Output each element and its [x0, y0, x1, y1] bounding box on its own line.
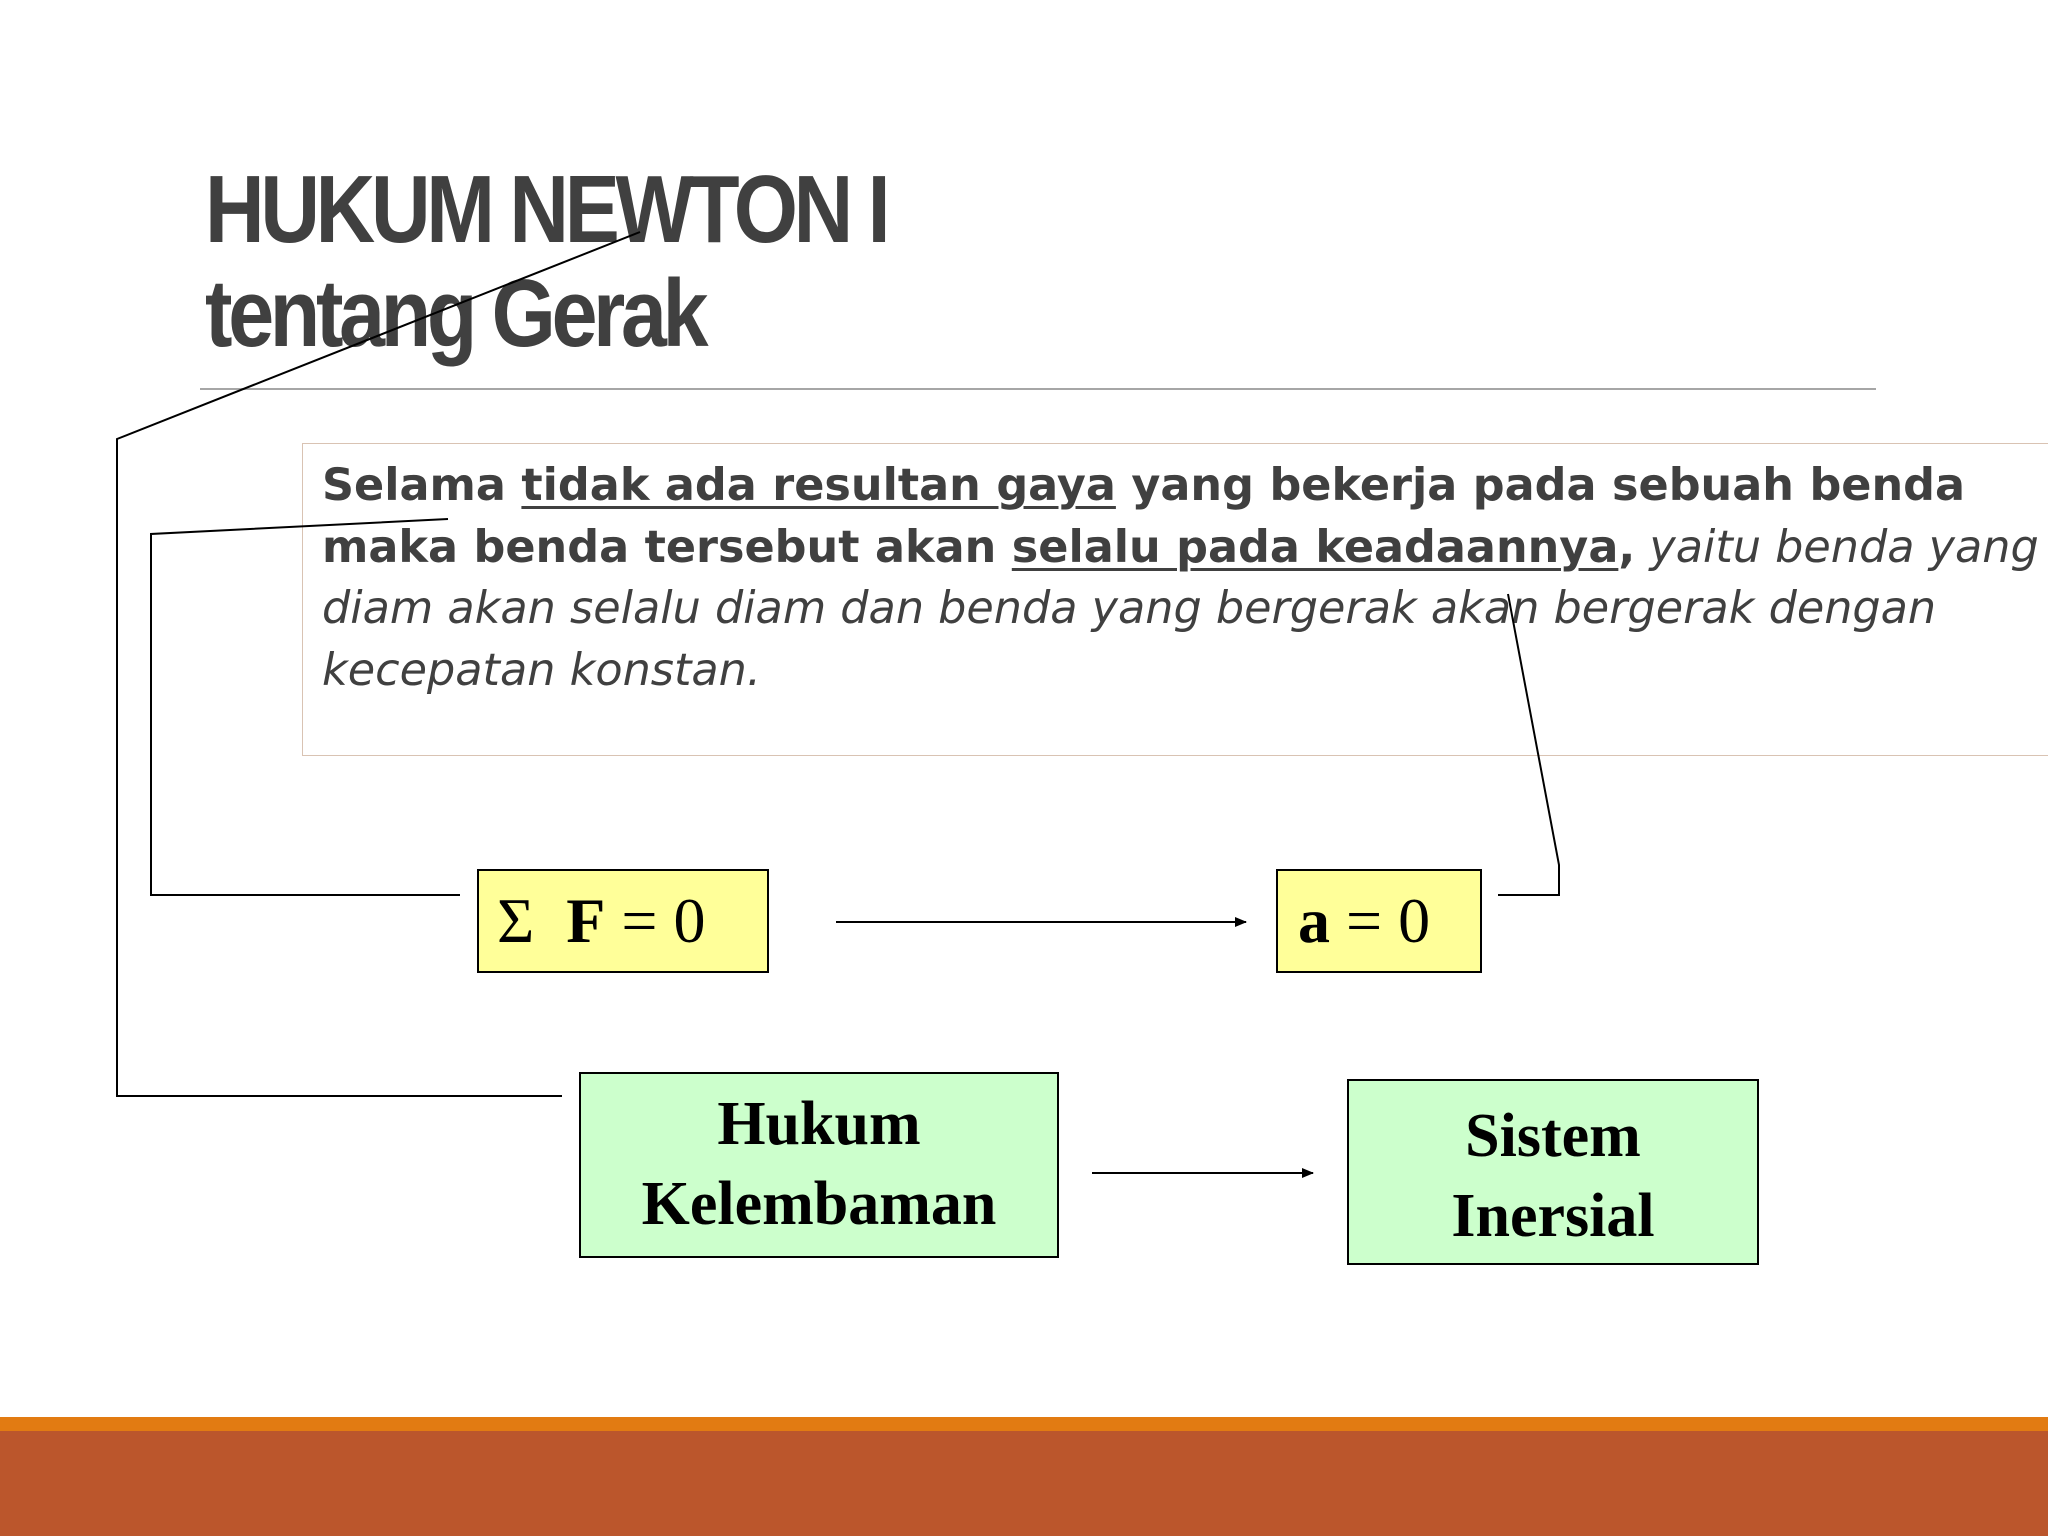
acceleration-equation-box — [1276, 869, 1482, 973]
connector-definition-to-force — [151, 519, 460, 895]
system-label-line-2: Inersial — [1451, 1182, 1655, 1250]
title-line-1: HUKUM NEWTON I — [205, 156, 887, 263]
definition-comma: , — [1618, 521, 1636, 573]
force-equals-zero: = 0 — [605, 885, 706, 956]
title-line-2: tentang Gerak — [205, 260, 705, 367]
footer-band-rust — [0, 1431, 2048, 1536]
sigma-symbol: Σ — [497, 885, 535, 956]
law-of-inertia-box — [579, 1072, 1059, 1258]
footer-band-orange — [0, 1417, 2048, 1431]
force-variable: F — [566, 885, 606, 956]
acceleration-equals-zero: = 0 — [1330, 885, 1431, 956]
definition-explanation: yaitu benda yang diam akan selalu diam dan benda yang bergerak akan bergerak dengan kecepatan konstan. — [322, 521, 2039, 696]
law-label-line-2: Kelembaman — [641, 1170, 997, 1238]
system-label-line-1: Sistem — [1465, 1102, 1641, 1170]
inertial-system-box — [1347, 1079, 1759, 1265]
law-label-line-1: Hukum — [717, 1090, 921, 1158]
definition-part-3: yang bekerja pada sebuah benda maka benda tersebut akan — [322, 460, 1966, 573]
definition-key-phrase-1: tidak ada resultan gaya — [521, 460, 1116, 511]
acceleration-variable: a — [1298, 885, 1330, 956]
definition-key-phrase-2: selalu pada keadaannya — [1011, 521, 1619, 573]
net-force-equation-box — [477, 869, 769, 973]
definition-part-1: Selama — [322, 460, 522, 511]
connector-definition-to-accel — [1498, 594, 1559, 895]
